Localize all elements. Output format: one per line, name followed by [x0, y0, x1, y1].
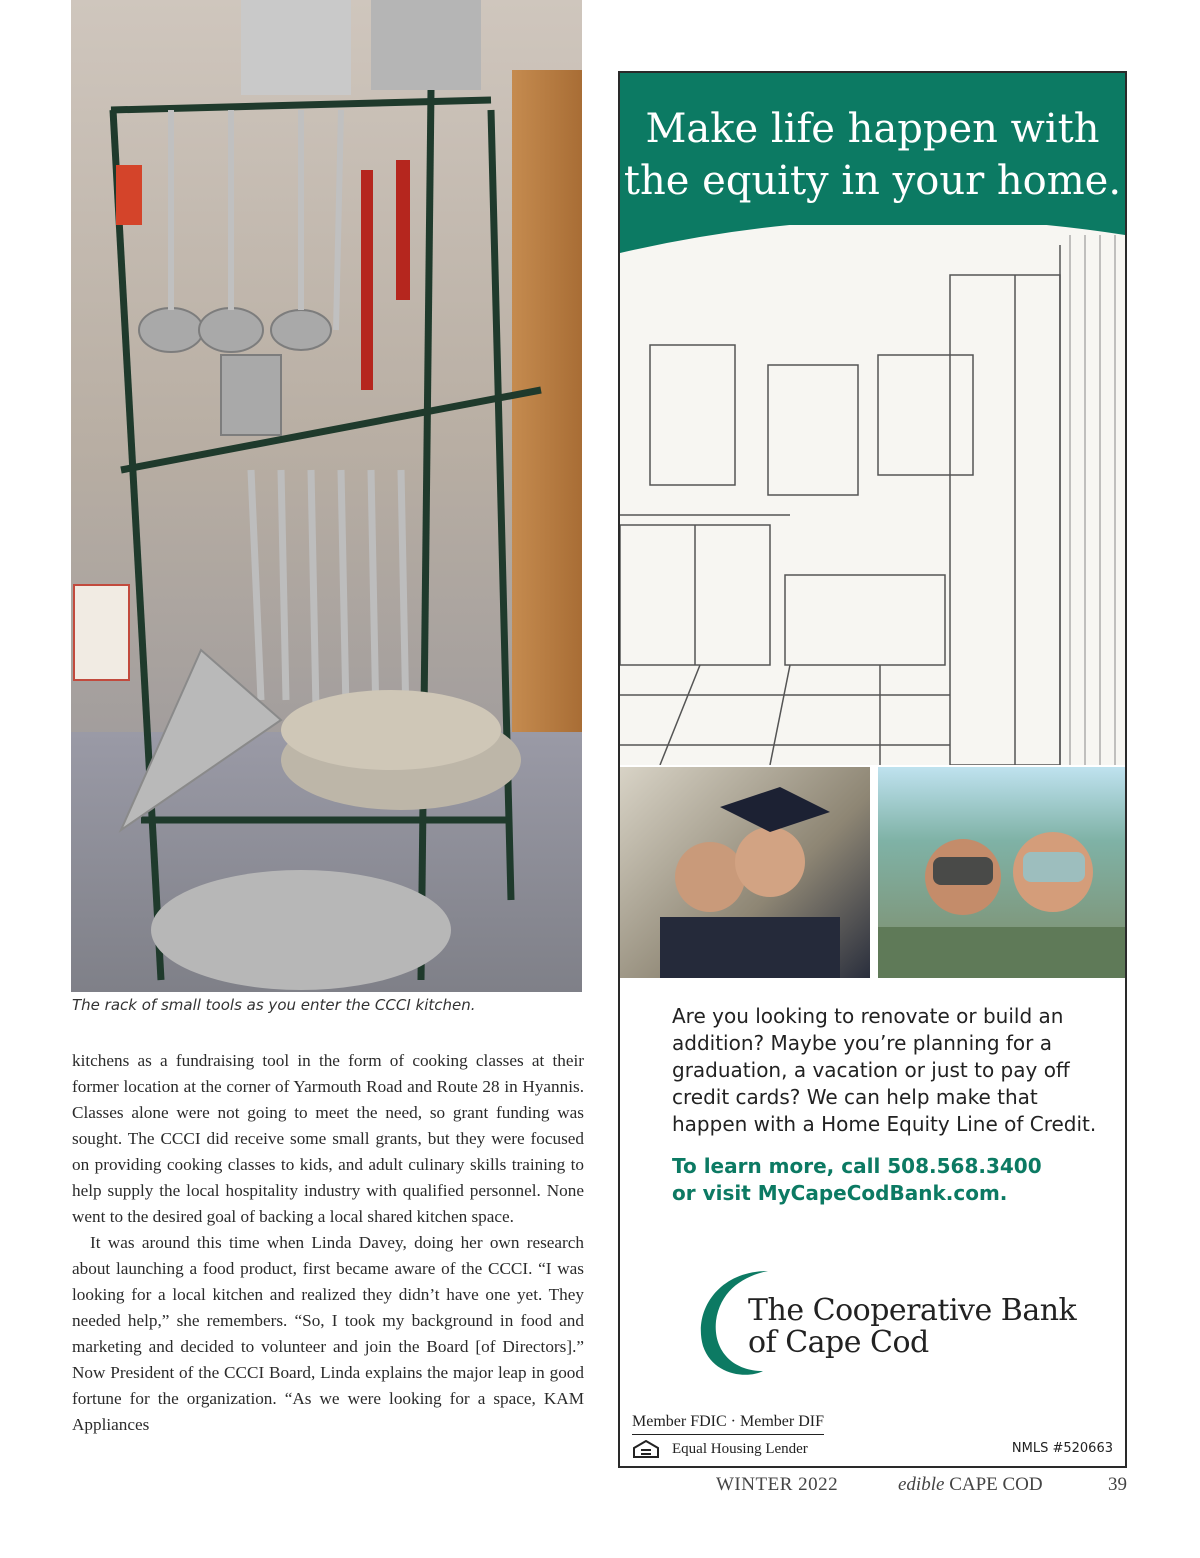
graduation-photo	[620, 767, 870, 978]
ad-call-to-action	[672, 1153, 1112, 1207]
article-paragraph: It was around this time when Linda Davey, doing her own research about launching a food product, first became aware of the CCCI. “I was looking for a local kitchen and realized they didn’t have one yet. They needed help,” she remembers. “So, I took my background in food and marketing and decided to volunteer and join the Board [of Directors].” Now President of the CCCI Board, Linda explains the major leap in good fortune for the organization. “As we were looking for a space, KAM Appliances	[72, 1233, 584, 1434]
equal-housing-lender	[632, 1440, 808, 1458]
footer-magazine-rest: CAPE COD	[944, 1474, 1043, 1495]
bank-logo-line: of Cape Cod	[748, 1325, 929, 1360]
bathroom-sketch-drawing	[620, 225, 1125, 765]
member-fdic-text: Member FDIC · Member DIF	[632, 1413, 824, 1435]
ad-headline	[620, 103, 1125, 207]
ad-body-copy: Are you looking to renovate or build an addition? Maybe you’re planning for a graduation, a vacation or just to pay off credit cards? We can help make that happen with a Home Equity Line of Credit.	[672, 1004, 1097, 1136]
snorkeling-photo-figures	[878, 767, 1127, 978]
graduation-photo-figures	[620, 767, 870, 978]
ad-cta-phone: To learn more, call 508.568.3400	[672, 1154, 1042, 1178]
photo-caption: The rack of small tools as you enter the CCCI kitchen.	[72, 996, 476, 1014]
tool-rack-illustration	[71, 0, 582, 992]
ad-cta-website: or visit MyCapeCodBank.com.	[672, 1181, 1008, 1205]
footer-page-number: 39	[1108, 1474, 1127, 1495]
bathroom-sketch-image	[620, 225, 1125, 765]
article-body	[72, 1048, 584, 1438]
bank-advertisement	[618, 71, 1127, 1468]
kitchen-rack-photo	[71, 0, 582, 992]
ad-headline-line: Make life happen with	[645, 106, 1100, 152]
page-footer	[716, 1474, 1136, 1500]
footer-magazine-title	[898, 1474, 1043, 1496]
nmls-number: NMLS #520663	[1011, 1441, 1113, 1456]
equal-housing-icon	[632, 1440, 660, 1458]
equal-housing-label: Equal Housing Lender	[672, 1440, 808, 1457]
snorkeling-photo	[878, 767, 1127, 978]
ad-headline-line: the equity in your home.	[623, 158, 1122, 204]
bank-logo-text	[748, 1295, 1108, 1359]
article-paragraph: kitchens as a fundraising tool in the form of cooking classes at their former location at the corner of Yarmouth Road and Route 28 in Hyannis. Classes alone were not going to meet the need, so grant funding was sought. The CCCI did receive some small grants, but they were focused on providing cooking classes to kids, and adult culinary skills training to help supply the local hospitality industry with qualified personnel. None went to the desired goal of backing a local shared kitchen space.	[72, 1051, 584, 1226]
footer-issue: WINTER 2022	[716, 1474, 839, 1495]
footer-magazine-edible: edible	[898, 1474, 945, 1495]
bank-logo-line: The Cooperative Bank	[748, 1293, 1077, 1328]
